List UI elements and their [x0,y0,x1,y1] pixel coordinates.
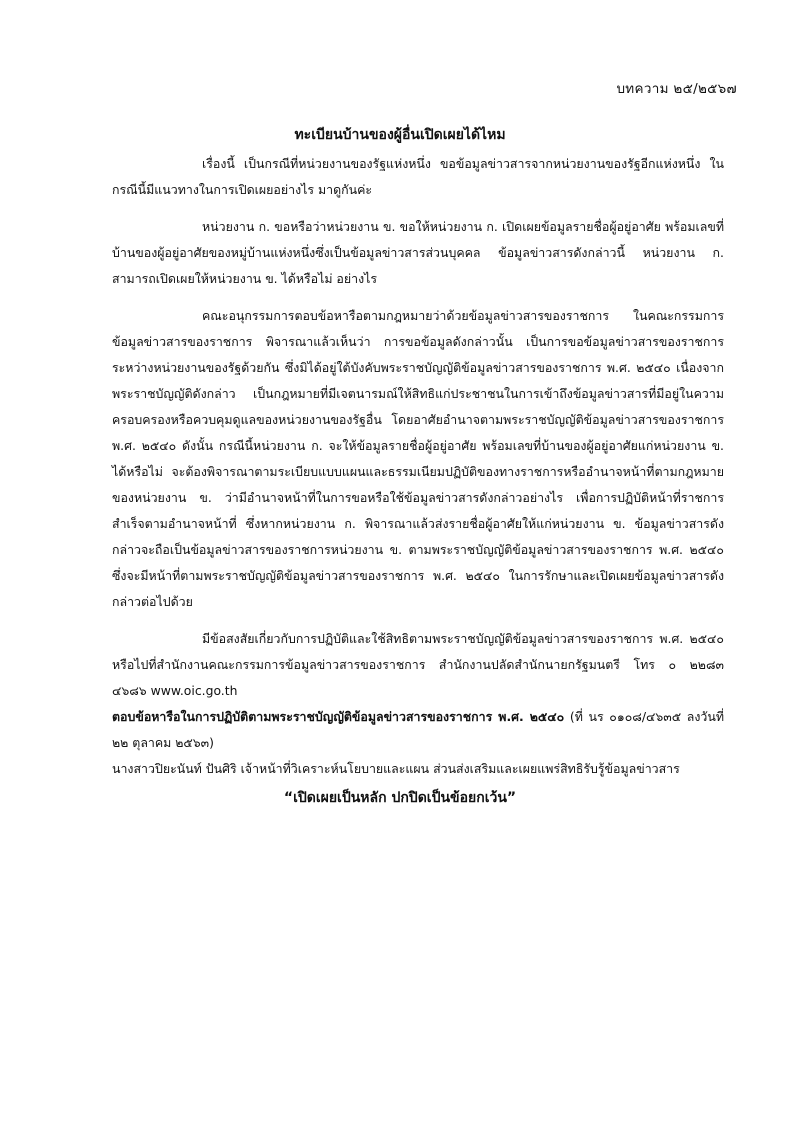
paragraph-opinion: คณะอนุกรรมการตอบข้อหารือตามกฎหมายว่าด้วยข้อมูลข่าวสารของราชการ ในคณะกรรมการข้อมูลข่าวสารของราชการ พิจารณาแล้วเห็นว่า การขอข้อมูลดังกล่าวนั้น เป็นการขอข้อมูลข่าวสารของราชการระหว่างหน่วยงานของรัฐด้วยกัน ซึ่งมิได้อยู่ใต้บังคับพระราชบัญญัติข้อมูลข่าวสารของราชการ พ.ศ. ๒๕๔๐ เนื่องจากพระราชบัญญัติดังกล่าว เป็นกฎหมายที่มีเจตนารมณ์ให้สิทธิแก่ประชาชนในการเข้าถึงข้อมูลข่าวสารที่มีอยู่ในความครอบครองหรือควบคุมดูแลของหน่วยงานของรัฐอื่น โดยอาศัยอำนาจตามพระราชบัญญัติข้อมูลข่าวสารของราชการ พ.ศ. ๒๕๔๐ ดังนั้น กรณีนี้หน่วยงาน ก. จะให้ข้อมูลรายชื่อผู้อยู่อาศัย พร้อมเลขที่บ้านของผู้อยู่อาศัยแก่หน่วยงาน ข. ได้หรือไม่ จะต้องพิจารณาตามระเบียบแบบแผนและธรรมเนียมปฏิบัติของทางราชการหรืออำนาจหน้าที่ตามกฎหมายของหน่วยงาน ข. ว่ามีอำนาจหน้าที่ในการขอหรือใช้ข้อมูลข่าวสารดังกล่าวอย่างไร เพื่อการปฏิบัติหน้าที่ราชการสำเร็จตามอำนาจหน้าที่ ซึ่งหากหน่วยงาน ก. พิจารณาแล้วส่งรายชื่อผู้อาศัยให้แก่หน่วยงาน ข. ข้อมูลข่าวสารดังกล่าวจะถือเป็นข้อมูลข่าวสารของราชการหน่วยงาน ข. ตามพระราชบัญญัติข้อมูลข่าวสารของราชการ พ.ศ. ๒๕๔๐ ซึ่งจะมีหน้าที่ตามพระราชบัญญัติข้อมูลข่าวสารของราชการ พ.ศ. ๒๕๔๐ ในการรักษาและเปิดเผยข้อมูลข่าวสารดังกล่าวต่อไปด้วย [112,308,724,609]
reference-line [112,704,724,756]
article-number: บทความ ๒๕/๒๕๖๗ [616,81,737,97]
article-body [112,151,724,782]
paragraph-intro: เรื่องนี้ เป็นกรณีที่หน่วยงานของรัฐแห่งหนึ่ง ขอข้อมูลข่าวสารจากหน่วยงานของรัฐอีกแห่งหนึ่ง ในกรณีนี้มีแนวทางในการเปิดเผยอย่างไร มาดูกันค่ะ [112,156,724,197]
article-title: ทะเบียนบ้านของผู้อื่นเปิดเผยได้ไหม [294,127,506,143]
paragraph-case: หน่วยงาน ก. ขอหรือว่าหน่วยงาน ข. ขอให้หน่วยงาน ก. เปิดเผยข้อมูลรายชื่อผู้อยู่อาศัย พร้อมเลขที่บ้านของผู้อยู่อาศัยของหมู่บ้านแห่งหนึ่งซึ่งเป็นข้อมูลข่าวสารส่วนบุคคล ข้อมูลข่าวสารดังกล่าวนี้ หน่วยงาน ก. สามารถเปิดเผยให้หน่วยงาน ข. ได้หรือไม่ อย่างไร [112,219,724,286]
reference-bold: ตอบข้อหารือในการปฏิบัติตามพระราชบัญญัติข้อมูลข่าวสารของราชการ พ.ศ. ๒๕๔๐ [112,709,565,724]
motto: “เปิดเผยเป็นหลัก ปกปิดเป็นข้อยกเว้น” [283,790,517,806]
paragraph-contact: มีข้อสงสัยเกี่ยวกับการปฏิบัติและใช้สิทธิตามพระราชบัญญัติข้อมูลข่าวสารของราชการ พ.ศ. ๒๕๔๐ หรือไปที่สำนักงานคณะกรรมการข้อมูลข่าวสารของราชการ สำนักงานปลัดสำนักนายกรัฐมนตรี โทร ๐ ๒๒๘๓ ๔๖๘๖ www.oic.go.th [112,631,724,698]
author-line: นางสาวปิยะนันท์ ปันศิริ เจ้าหน้าที่วิเคราะห์นโยบายและแผน ส่วนส่งเสริมและเผยแพร่สิทธิรับรู้ข้อมูลข่าวสาร [112,761,680,776]
reference-details: (ที่ นร ๐๑๐๘/๔๖๓๕ ลงวันที่ ๒๒ ตุลาคม ๒๕๖๓) [112,709,725,750]
